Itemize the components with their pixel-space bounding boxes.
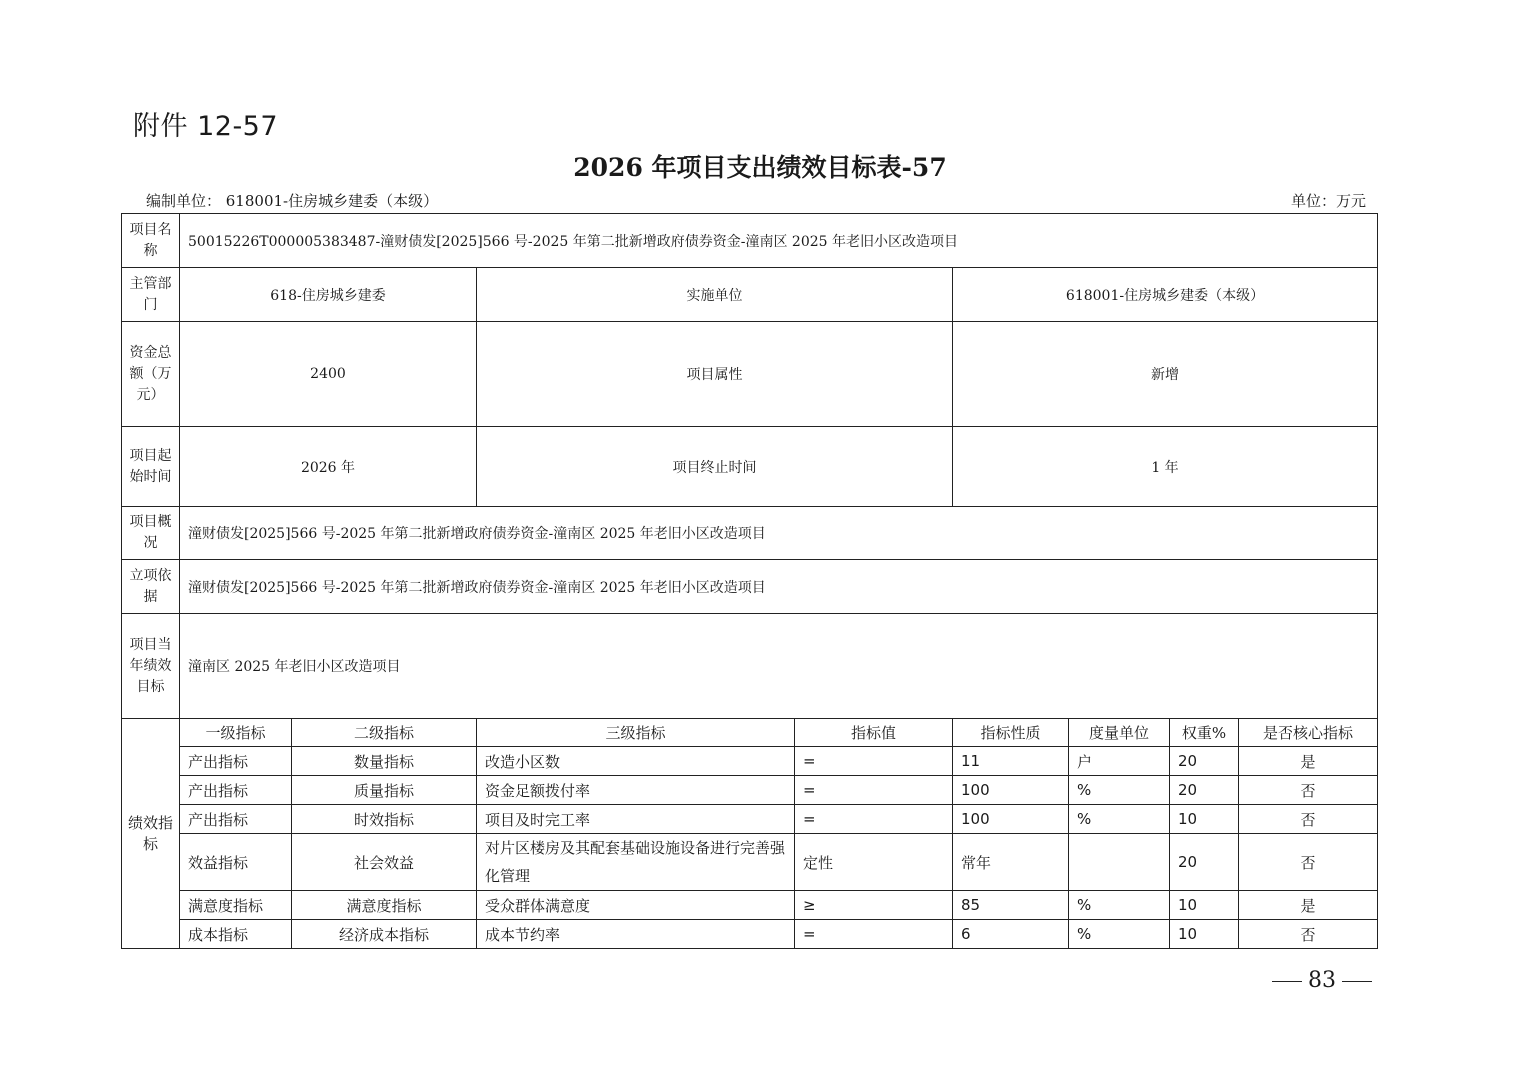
page-number-dash-right [1342, 981, 1372, 982]
header-cell: 度量单位 [1069, 719, 1170, 747]
weight-cell: 10 [1170, 920, 1239, 949]
project-name-row [122, 214, 1378, 268]
dept-row [122, 268, 1378, 322]
start-label: 项目起始时间 [122, 427, 180, 507]
compiler-unit: 编制单位： 618001-住房城乡建委（本级） [146, 192, 439, 210]
indicator-row [122, 891, 1378, 920]
header-cell: 一级指标 [180, 719, 292, 747]
start-value: 2026 年 [180, 427, 477, 507]
header-cell: 指标性质 [953, 719, 1069, 747]
header-cell: 权重% [1170, 719, 1239, 747]
end-value: 1 年 [953, 427, 1378, 507]
weight-cell: 20 [1170, 776, 1239, 805]
weight-cell: 10 [1170, 891, 1239, 920]
indicator-row [122, 834, 1378, 891]
goal-label: 项目当年绩效目标 [122, 614, 180, 719]
dept-label: 主管部门 [122, 268, 180, 322]
level1-cell: 效益指标 [180, 834, 292, 891]
value-cell: ≥ [795, 891, 953, 920]
level1-cell: 满意度指标 [180, 891, 292, 920]
core-cell: 是 [1239, 747, 1378, 776]
funds-value: 2400 [180, 322, 477, 427]
unit-cell: % [1069, 891, 1170, 920]
performance-target-table [121, 213, 1378, 949]
page-number-dash-left [1272, 981, 1302, 982]
funds-row [122, 322, 1378, 427]
nature-cell: 常年 [953, 834, 1069, 891]
value-cell: 定性 [795, 834, 953, 891]
basis-label: 立项依据 [122, 560, 180, 614]
time-row [122, 427, 1378, 507]
value-cell: = [795, 776, 953, 805]
header-cell: 指标值 [795, 719, 953, 747]
project-name-value: 50015226T000005383487-潼财债发[2025]566 号-2025 年第二批新增政府债券资金-潼南区 2025 年老旧小区改造项目 [180, 214, 1378, 268]
nature-cell: 6 [953, 920, 1069, 949]
nature-cell: 11 [953, 747, 1069, 776]
unit-cell: 户 [1069, 747, 1170, 776]
level2-cell: 经济成本指标 [292, 920, 477, 949]
weight-cell: 10 [1170, 805, 1239, 834]
unit-note: 单位：万元 [1290, 192, 1366, 210]
basis-row [122, 560, 1378, 614]
dept-value: 618-住房城乡建委 [180, 268, 477, 322]
level1-cell: 产出指标 [180, 776, 292, 805]
core-cell: 否 [1239, 834, 1378, 891]
core-cell: 否 [1239, 805, 1378, 834]
level3-cell: 资金足额拨付率 [477, 776, 795, 805]
weight-cell: 20 [1170, 834, 1239, 891]
unit-cell: % [1069, 776, 1170, 805]
value-cell: = [795, 920, 953, 949]
unit-cell: % [1069, 805, 1170, 834]
page-number-value: 83 [1308, 968, 1336, 993]
value-cell: = [795, 747, 953, 776]
nature-cell: 85 [953, 891, 1069, 920]
level2-cell: 数量指标 [292, 747, 477, 776]
page-number [1266, 968, 1378, 993]
attr-label: 项目属性 [477, 322, 953, 427]
indicator-row [122, 747, 1378, 776]
page-title: 2026 年项目支出绩效目标表-57 [573, 153, 947, 182]
header-cell: 是否核心指标 [1239, 719, 1378, 747]
indicator-row [122, 805, 1378, 834]
indicators-label: 绩效指标 [122, 719, 180, 949]
nature-cell: 100 [953, 776, 1069, 805]
weight-cell: 20 [1170, 747, 1239, 776]
value-cell: = [795, 805, 953, 834]
unit-cell [1069, 834, 1170, 891]
annex-label: 附件 12-57 [133, 111, 279, 142]
overview-label: 项目概况 [122, 507, 180, 560]
overview-value: 潼财债发[2025]566 号-2025 年第二批新增政府债券资金-潼南区 2025 年老旧小区改造项目 [180, 507, 1378, 560]
level2-cell: 质量指标 [292, 776, 477, 805]
funds-label: 资金总额（万元） [122, 322, 180, 427]
level1-cell: 产出指标 [180, 805, 292, 834]
level2-cell: 时效指标 [292, 805, 477, 834]
header-cell: 二级指标 [292, 719, 477, 747]
attr-value: 新增 [953, 322, 1378, 427]
level2-cell: 满意度指标 [292, 891, 477, 920]
impl-unit-value: 618001-住房城乡建委（本级） [953, 268, 1378, 322]
core-cell: 否 [1239, 776, 1378, 805]
project-name-label: 项目名称 [122, 214, 180, 268]
level3-cell: 对片区楼房及其配套基础设施设备进行完善强化管理 [477, 834, 795, 891]
nature-cell: 100 [953, 805, 1069, 834]
basis-value: 潼财债发[2025]566 号-2025 年第二批新增政府债券资金-潼南区 2025 年老旧小区改造项目 [180, 560, 1378, 614]
overview-row [122, 507, 1378, 560]
unit-cell: % [1069, 920, 1170, 949]
indicator-header-row [122, 719, 1378, 747]
level1-cell: 产出指标 [180, 747, 292, 776]
level2-cell: 社会效益 [292, 834, 477, 891]
level3-cell: 项目及时完工率 [477, 805, 795, 834]
level3-cell: 成本节约率 [477, 920, 795, 949]
level1-cell: 成本指标 [180, 920, 292, 949]
core-cell: 是 [1239, 891, 1378, 920]
indicator-row [122, 776, 1378, 805]
goal-row [122, 614, 1378, 719]
end-label: 项目终止时间 [477, 427, 953, 507]
indicator-row [122, 920, 1378, 949]
goal-value: 潼南区 2025 年老旧小区改造项目 [180, 614, 1378, 719]
core-cell: 否 [1239, 920, 1378, 949]
level3-cell: 改造小区数 [477, 747, 795, 776]
impl-unit-label: 实施单位 [477, 268, 953, 322]
level3-cell: 受众群体满意度 [477, 891, 795, 920]
header-cell: 三级指标 [477, 719, 795, 747]
